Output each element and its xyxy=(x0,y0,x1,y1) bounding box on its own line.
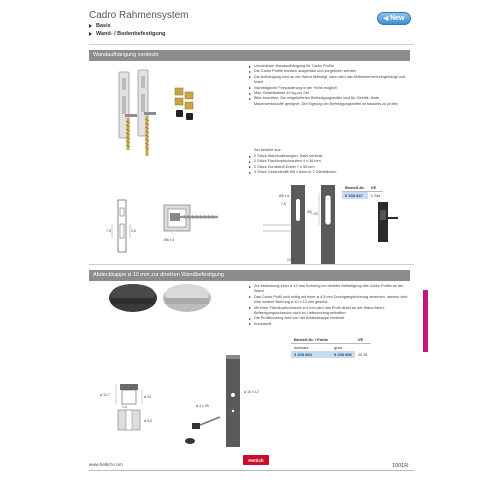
page-title: Cadro Rahmensystem xyxy=(89,10,189,21)
dim-cap-c: ø 4,5 xyxy=(144,419,152,423)
dim-f: Ø5 xyxy=(307,210,312,214)
list-item: 2 Stück Kunststoff-Dübel 7 x 35 mm xyxy=(249,165,409,170)
footer-divider xyxy=(89,470,414,471)
dim-e: 7,5 xyxy=(281,202,286,206)
triangle-icon xyxy=(89,32,92,36)
list-item: Bitte beachten: Die mitgelieferten Befestigungsmittel sind für Gebälk, feste Mauerwerksstoffe geeignet. Die Eignung der Befestigungsmittel ist bauseits zu prüfen xyxy=(249,96,409,107)
profile-front-drawing xyxy=(263,185,353,267)
header-divider xyxy=(89,44,414,45)
list-item: Mit einer Flachkopfschraube ø 4 mm wird das Profil direkt an der Wand fixiert, Befestigungsschraube nicht im Lieferumfang enthalten xyxy=(249,306,409,317)
dim-cap-b: ø 10 xyxy=(144,395,152,399)
cover-cap-product-image xyxy=(105,282,215,318)
breadcrumb-wand-boden[interactable]: Wand- / Bodenbefestigung xyxy=(89,31,165,37)
bracket-side-drawing xyxy=(108,198,138,258)
dim-a: 7,5 xyxy=(106,229,111,233)
article-number-grey[interactable]: 9 208 856 xyxy=(331,351,355,358)
order-table-cover-cap xyxy=(291,336,371,358)
chapter-tab xyxy=(423,290,428,352)
footer-url[interactable]: www.hettich.com xyxy=(89,462,123,467)
list-item: Unsichtbare Wandaufhängung für Cadro Profile xyxy=(249,64,409,69)
article-number-black[interactable]: 9 208 854 xyxy=(291,351,331,358)
dim-cap-d: ø 10 x 12 xyxy=(244,390,259,394)
profile-screw-drawing xyxy=(190,355,280,450)
list-item: Die Aufhängung wird an der Wand befestigt, dann wird das Möbelelement eingehängt und fixiert xyxy=(249,75,409,86)
packing-unit: 1 Set xyxy=(370,193,381,198)
dim-cap-e: ø 4 x 35 xyxy=(196,404,209,408)
bracket-mounted-drawing xyxy=(372,200,402,250)
list-item: Nachträgliche Feinjustierung in der Höhe möglich xyxy=(249,86,409,91)
list-item: Die Cadro Profile müssen ausgefräst und vorgebohrt werden xyxy=(249,69,409,74)
list-item: 2 Stück Flachkopfschrauben 4 x 38 mm xyxy=(249,159,409,164)
dim-d: Ø5 x 6 xyxy=(279,194,290,198)
order-header-ve: VE xyxy=(368,184,383,192)
cover-cap-features xyxy=(249,284,409,327)
hettich-logo: Hettich xyxy=(243,455,269,465)
play-arrow-icon: ◀ xyxy=(383,16,389,22)
order-header-number: Bestell-Nr. / Farbe xyxy=(291,336,331,344)
order-header-empty xyxy=(331,336,355,344)
cover-cap-drawing xyxy=(100,380,168,435)
dim-cap-f: 1,4 xyxy=(122,405,127,409)
section-divider xyxy=(89,264,414,265)
dim-b: 2,6 xyxy=(131,229,136,233)
wall-mount-product-image xyxy=(105,66,225,166)
table-row xyxy=(291,344,371,352)
order-header-number: Bestell-Nr. xyxy=(342,184,368,192)
section-title-wall-mount: Wandaufhängung verdeckt xyxy=(89,50,410,61)
article-number[interactable]: 9 208 847 xyxy=(342,192,368,200)
list-item: 2 Stück Wandhalterungen, Stahl verzinkt xyxy=(249,154,409,159)
dim-c: Ø6 x 6 xyxy=(164,238,175,242)
breadcrumb-basis[interactable]: Basis xyxy=(89,23,111,29)
list-item: Zur Abdeckung einer ø 10 mm Bohrung bei direkter Befestigung des Cadro Profils an der Wand xyxy=(249,284,409,295)
packing-unit: 20 St. xyxy=(357,352,369,357)
list-item: Max. Belastbarkeit 40 kg pro Set xyxy=(249,91,409,96)
dim-cap-a: ø 12,7 xyxy=(100,393,110,397)
color-grey: grau xyxy=(334,345,343,350)
dim-h: ≈ 92 xyxy=(311,212,318,216)
order-header-ve: VE xyxy=(355,336,371,344)
list-item: Die Profilbohrung wird von der Abdeckkappe verdeckt xyxy=(249,316,409,321)
set-contents-list xyxy=(249,154,409,176)
list-item: 4 Stück Gewindestift M5 x 6mm in 2 Oberflächen xyxy=(249,170,409,175)
color-black: schwarz xyxy=(294,345,309,350)
dim-g: 12,5 xyxy=(287,258,294,262)
list-item: Kunststoff xyxy=(249,322,409,327)
set-contents-label: Set besteht aus: xyxy=(254,148,282,152)
wall-mount-features xyxy=(249,64,409,107)
page-number: 1001R xyxy=(392,463,409,469)
section-title-cover-cap: Abdeckkappe ø 10 mm zur direkten Wandbefestigung xyxy=(89,270,410,281)
new-badge: ◀ New xyxy=(377,12,411,25)
bracket-screw-drawing xyxy=(160,205,220,250)
table-row xyxy=(291,351,371,358)
list-item: Das Cadro Profil wird mittig mit einer ø 4,5 mm Durchgangsbohrung versehen, danach wird eine weitere Bohrung ø 10 x 12 mm gesetzt xyxy=(249,295,409,306)
triangle-icon xyxy=(89,24,92,28)
